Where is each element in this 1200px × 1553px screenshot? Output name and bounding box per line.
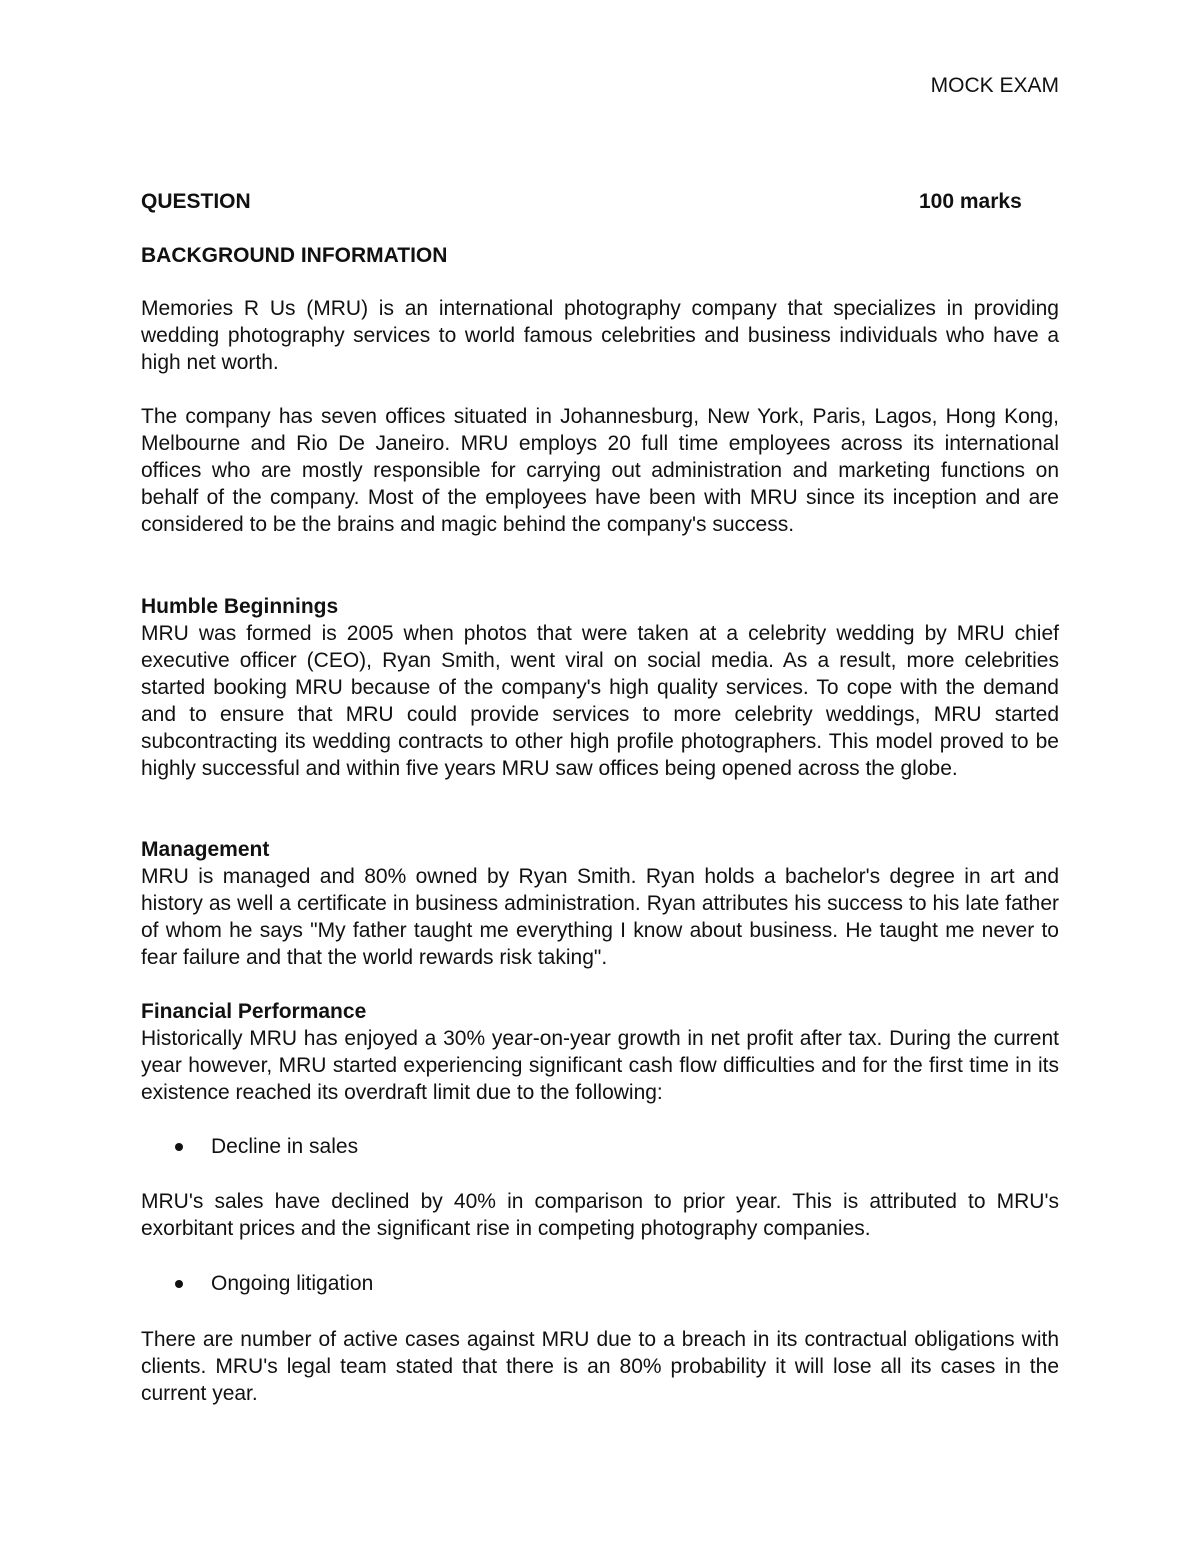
- question-marks: 100 marks: [919, 190, 1022, 213]
- bullet-label: Decline in sales: [211, 1135, 359, 1158]
- bullet-label: Ongoing litigation: [211, 1272, 374, 1295]
- humble-beginnings-paragraph: MRU was formed is 2005 when photos that were taken at a celebrity wedding by MRU chief executive officer (CEO), Ryan Smith, went viral on social media. As a result, more celebrities started booking MRU because of the company's high quality services. To cope with the demand and to ensure that MRU could provide services to more celebrity weddings, MRU started subcontracting its wedding contracts to other high profile photographers. This model proved to be highly successful and within five years MRU saw offices being opened across the globe.: [141, 622, 1059, 780]
- question-label: QUESTION: [141, 190, 251, 213]
- ongoing-litigation-paragraph: There are number of active cases against MRU due to a breach in its contractual obligations with clients. MRU's legal team stated that there is an 80% probability it will lose all its cases in the current year.: [141, 1328, 1059, 1405]
- management-heading: Management: [141, 838, 270, 861]
- running-header: MOCK EXAM: [930, 74, 1059, 97]
- background-paragraph-1: Memories R Us (MRU) is an international photography company that specializes in providing wedding photography services to world famous celebrities and business individuals who have a high net worth.: [141, 297, 1059, 374]
- question-row: [141, 188, 1059, 215]
- decline-in-sales-paragraph: MRU's sales have declined by 40% in comparison to prior year. This is attributed to MRU's exorbitant prices and the significant rise in competing photography companies.: [141, 1190, 1059, 1240]
- background-paragraph-2: The company has seven offices situated in Johannesburg, New York, Paris, Lagos, Hong Kong, Melbourne and Rio De Janeiro. MRU employs 20 full time employees across its international offices who are mostly responsible for carrying out administration and marketing functions on behalf of the company. Most of the employees have been with MRU since its inception and are considered to be the brains and magic behind the company's success.: [141, 405, 1059, 536]
- humble-beginnings-heading: Humble Beginnings: [141, 595, 339, 618]
- bullet-dot-icon: [175, 1280, 183, 1288]
- exam-page: [141, 0, 1059, 1553]
- financial-performance-heading: Financial Performance: [141, 1000, 367, 1023]
- background-heading: BACKGROUND INFORMATION: [141, 244, 448, 267]
- management-paragraph: MRU is managed and 80% owned by Ryan Smith. Ryan holds a bachelor's degree in art and history as well a certificate in business administration. Ryan attributes his success to his late father of whom he says "My father taught me everything I know about business. He taught me never to fear failure and that the world rewards risk taking".: [141, 865, 1059, 969]
- financial-performance-paragraph: Historically MRU has enjoyed a 30% year-on-year growth in net profit after tax. During the current year however, MRU started experiencing significant cash flow difficulties and for the first time in its existence reached its overdraft limit due to the following:: [141, 1027, 1059, 1104]
- bullet-dot-icon: [175, 1143, 183, 1151]
